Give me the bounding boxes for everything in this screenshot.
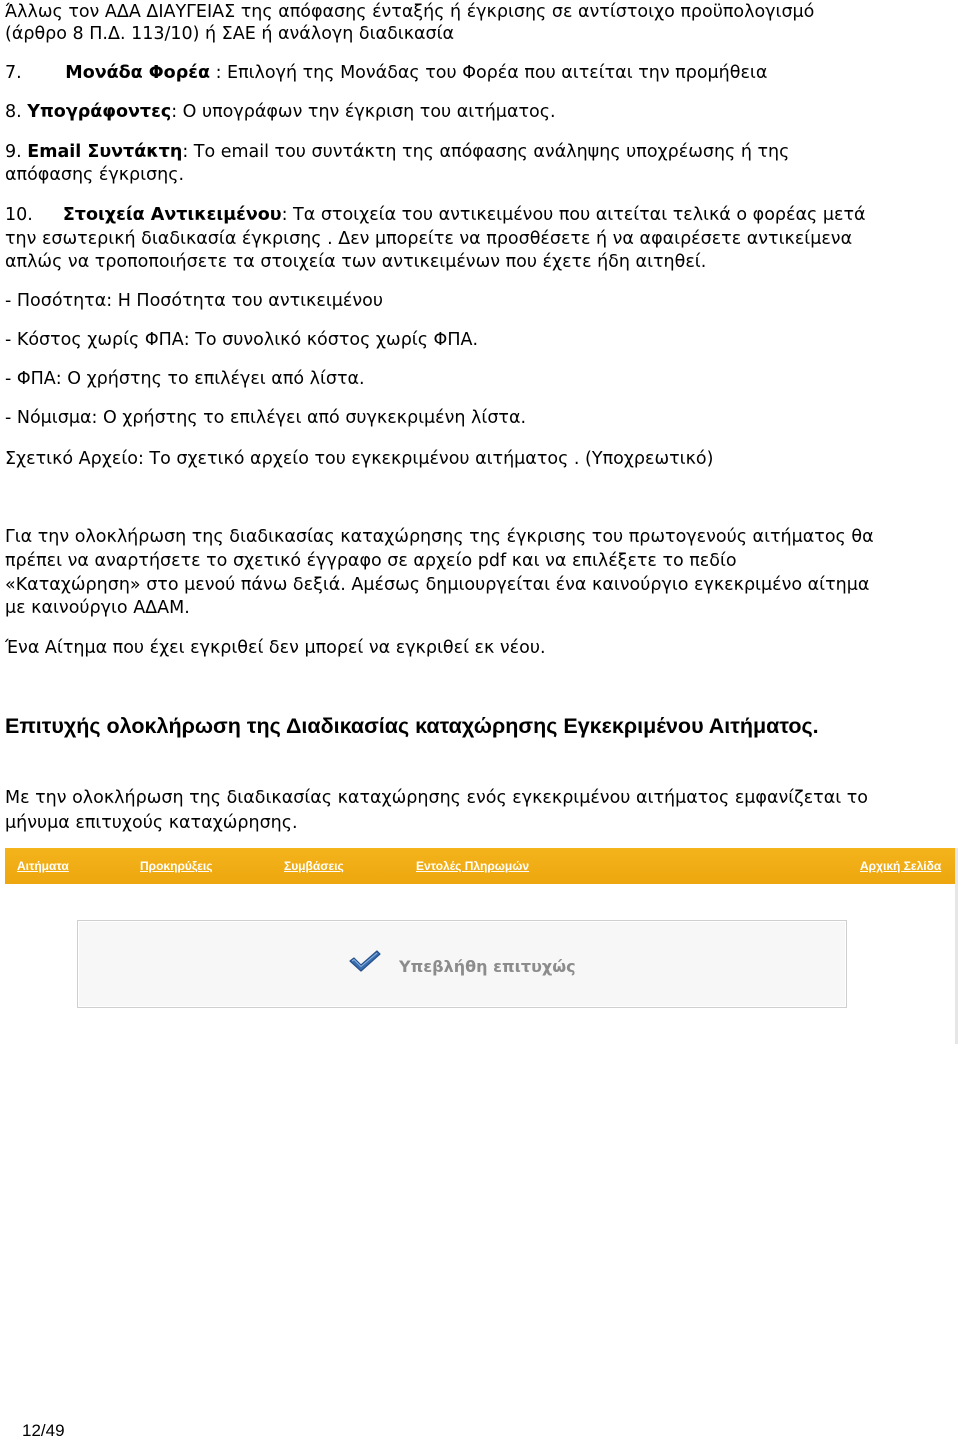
nav-item-contracts[interactable]: Συμβάσεις xyxy=(284,859,344,873)
item-text: : Το email του συντάκτη της απόφασης ανάληψης υποχρέωσης ή της xyxy=(182,142,790,162)
section-heading: Επιτυχής ολοκλήρωση της Διαδικασίας καταχώρησης Εγκεκριμένου Αιτήματος. xyxy=(5,714,819,738)
page-number: 12/49 xyxy=(22,1421,65,1440)
nav-item-tenders[interactable]: Προκηρύξεις xyxy=(140,859,213,873)
field-currency: - Νόμισμα: Ο χρήστης το επιλέγει από συγκεκριμένη λίστα. xyxy=(5,408,527,428)
item-text: : Επιλογή της Μονάδας του Φορέα που αιτείται την προμήθεια xyxy=(210,63,768,83)
success-message: Υπεβλήθη επιτυχώς xyxy=(399,957,576,976)
field-file: Σχετικό Αρχείο: Το σχετικό αρχείο του εγκεκριμένου αιτήματος . (Υποχρεωτικό) xyxy=(5,449,714,469)
paragraph-2: Ένα Αίτημα που έχει εγκριθεί δεν μπορεί να εγκριθεί εκ νέου. xyxy=(5,638,546,658)
paragraph-1-line-3: «Καταχώρηση» στο μενού πάνω δεξιά. Αμέσως δημιουργείται ένα καινούργιο εγκεκριμένο αίτημα xyxy=(5,575,870,595)
list-item-9-line-1 xyxy=(5,140,960,164)
item-text: : Τα στοιχεία του αντικειμένου που αιτείται τελικά ο φορέας μετά xyxy=(281,205,866,225)
list-item-9-line-2: απόφασης έγκρισης. xyxy=(5,165,185,185)
nav-item-home[interactable]: Αρχική Σελίδα xyxy=(860,859,942,873)
item-number: 10. xyxy=(5,205,33,225)
list-item-7 xyxy=(5,61,767,85)
paragraph-1-line-2: πρέπει να αναρτήσετε το σχετικό έγγραφο σε αρχείο pdf και να επιλέξετε το πεδίο xyxy=(5,551,737,571)
item-text: : Ο υπογράφων την έγκριση του αιτήματος. xyxy=(171,102,556,122)
list-item-8 xyxy=(5,100,556,124)
paragraph-3-line-2: μήνυμα επιτυχούς καταχώρησης. xyxy=(5,813,298,833)
item-term: Email Συντάκτη xyxy=(27,142,183,162)
intro-line-1: Άλλως τον ΑΔΑ ΔΙΑΥΓΕΙΑΣ της απόφασης ένταξής ή έγκρισης σε αντίστοιχο προϋπολογισμό xyxy=(5,2,815,22)
checkmark-icon xyxy=(348,948,382,974)
item-term: Στοιχεία Αντικειμένου xyxy=(62,205,282,225)
paragraph-1-line-4: με καινούργιο ΑΔΑΜ. xyxy=(5,598,190,618)
item-number: 8. xyxy=(5,102,22,122)
paragraph-3-line-1: Με την ολοκλήρωση της διαδικασίας καταχώρησης ενός εγκεκριμένου αιτήματος εμφανίζεται το xyxy=(5,788,868,808)
nav-item-requests[interactable]: Αιτήματα xyxy=(17,859,69,873)
list-item-10-line-3: απλώς να τροποποιήσετε τα στοιχεία των αντικειμένων που έχετε ήδη αιτηθεί. xyxy=(5,252,707,272)
success-screenshot xyxy=(5,848,958,1044)
item-term: Υπογράφοντες xyxy=(27,102,172,122)
item-number: 9. xyxy=(5,142,22,162)
field-quantity: - Ποσότητα: Η Ποσότητα του αντικειμένου xyxy=(5,291,383,311)
nav-item-payment-orders[interactable]: Εντολές Πληρωμών xyxy=(416,859,530,873)
list-item-10-line-1 xyxy=(5,203,960,227)
list-item-10-line-2: την εσωτερική διαδικασία έγκρισης . Δεν μπορείτε να προσθέσετε ή να αφαιρέσετε αντικείμενα xyxy=(5,229,853,249)
item-number: 7. xyxy=(5,63,22,83)
field-vat: - ΦΠΑ: Ο χρήστης το επιλέγει από λίστα. xyxy=(5,369,365,389)
success-panel xyxy=(77,920,847,1008)
intro-line-2: (άρθρο 8 Π.Δ. 113/10) ή ΣΑΕ ή ανάλογη διαδικασία xyxy=(5,24,455,44)
field-cost: - Κόστος χωρίς ΦΠΑ: Το συνολικό κόστος χωρίς ΦΠΑ. xyxy=(5,330,479,350)
paragraph-1-line-1: Για την ολοκλήρωση της διαδικασίας καταχώρησης της έγκρισης του πρωτογενούς αιτήματος θα xyxy=(5,527,874,547)
top-nav-bar xyxy=(5,848,955,884)
item-term: Μονάδα Φορέα xyxy=(65,63,210,83)
